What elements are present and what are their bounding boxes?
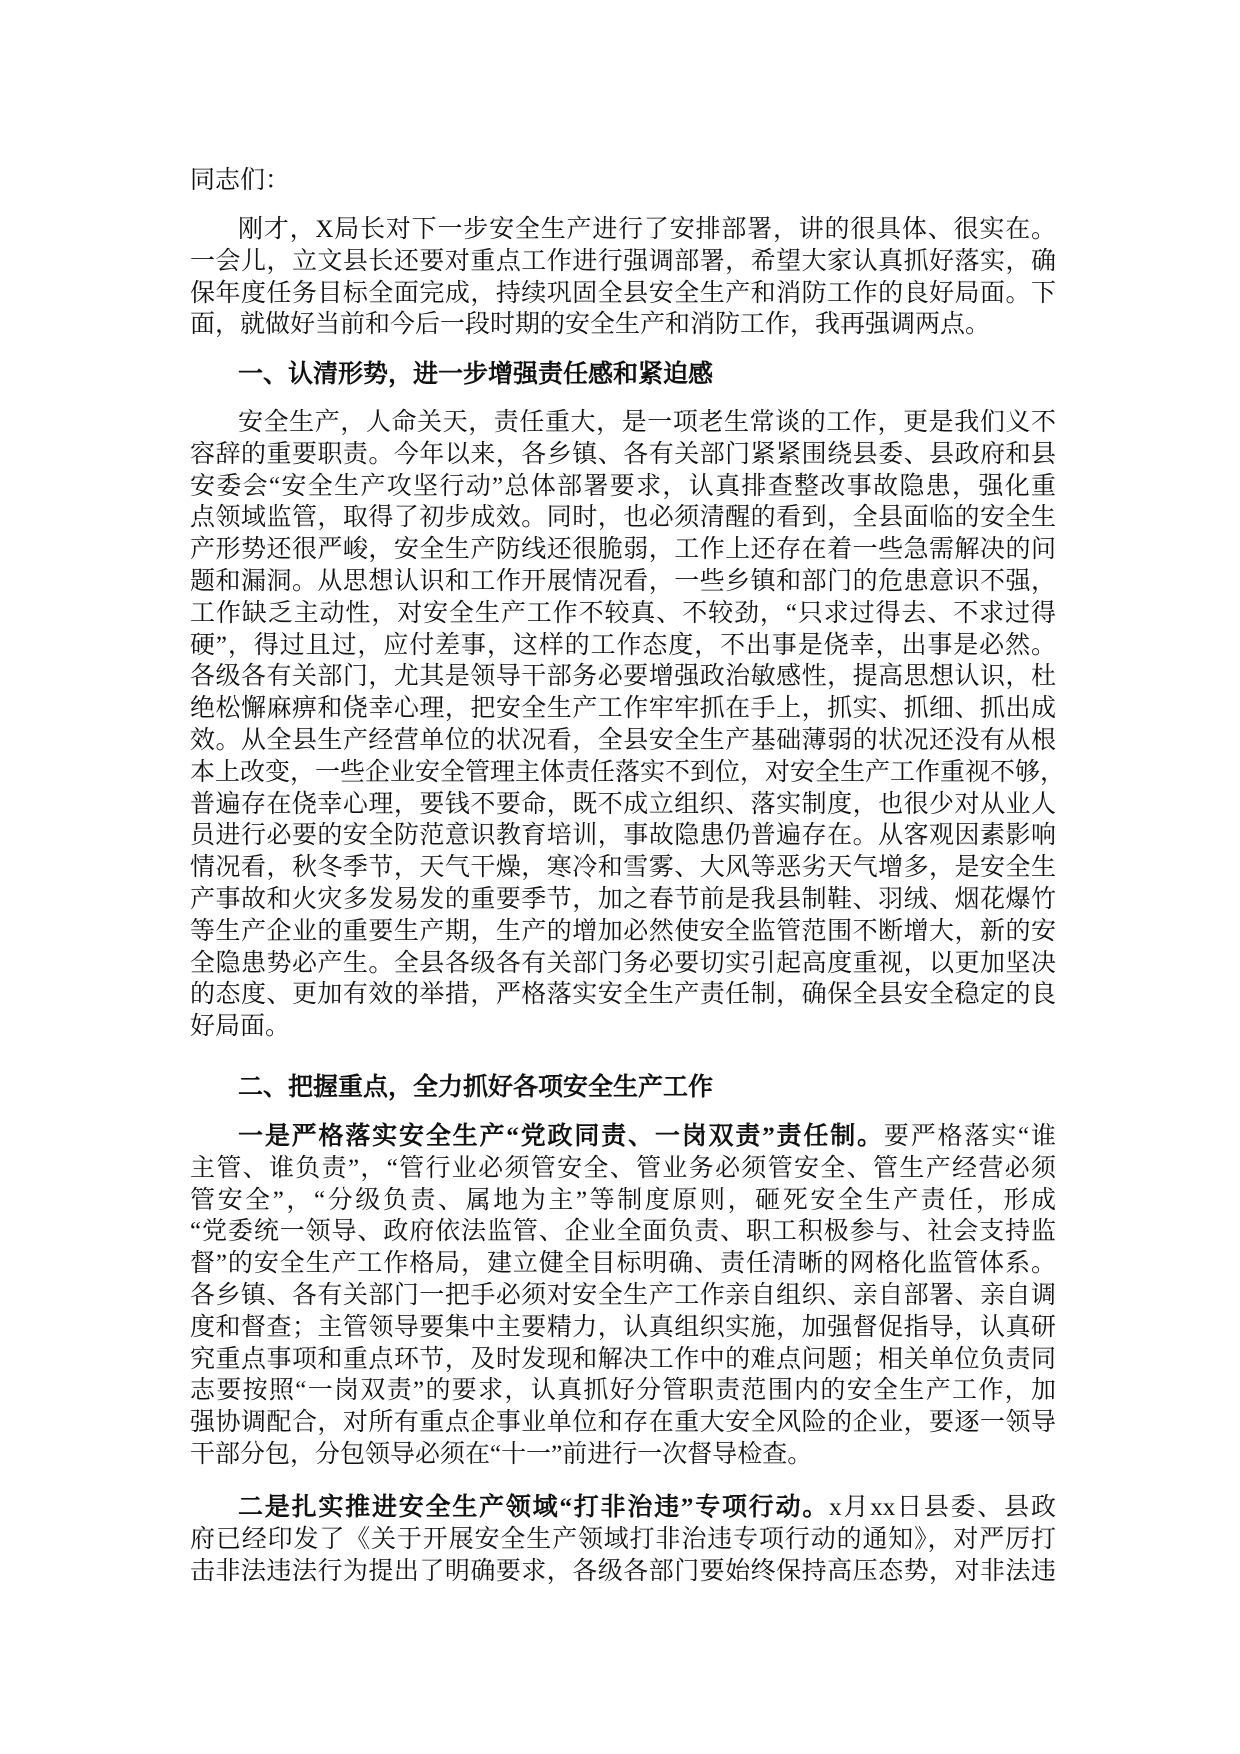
- paragraph-line: 督”的安全生产工作格局，建立健全目标明确、责任清晰的网格化监管体系。: [190, 1250, 1056, 1278]
- paragraph-line: 情况看，秋冬季节，天气干燥，寒冷和雪雾、大风等恶劣天气增多，是安全生: [190, 854, 1056, 882]
- salutation-text: 同志们：: [190, 167, 291, 194]
- paragraph: [190, 407, 1066, 1043]
- paragraph-line: 府已经印发了《关于开展安全生产领域打非治违专项行动的通知》，对严厉打: [190, 1525, 1056, 1553]
- paragraph-line: 干部分包，分包领导必须在“十一”前进行一次督导检查。: [190, 1440, 813, 1468]
- paragraph-line: 保年度任务目标全面完成，持续巩固全县安全生产和消防工作的良好局面。下: [190, 279, 1056, 307]
- paragraph-line: 好局面。: [190, 1013, 291, 1041]
- paragraph: [190, 1492, 1056, 1587]
- line-text: x月xx日县委、县政: [829, 1494, 1056, 1521]
- paragraph-line: 强协调配合，对所有重点企事业单位和存在重大安全风险的企业，要逐一领导: [190, 1409, 1056, 1437]
- paragraph-line: 全隐患势必产生。全县各级各有关部门务必要切实引起高度重视，以更加坚决: [190, 949, 1056, 977]
- paragraph-line: “党委统一领导、政府依法监管、企业全面负责、职工积极参与、社会支持监: [190, 1218, 1056, 1246]
- paragraph-line: 绝松懈麻痹和侥幸心理，把安全生产工作牢牢抓在手上，抓实、抓细、抓出成: [190, 695, 1056, 723]
- paragraph-line: 点领域监管，取得了初步成效。同时，也必须清醒的看到，全县面临的安全生: [190, 504, 1056, 532]
- paragraph-line: 产形势还很严峻，安全生产防线还很脆弱，工作上还存在着一些急需解决的问: [190, 536, 1056, 564]
- paragraph-line: 等生产企业的重要生产期，生产的增加必然使安全监管范围不断增大，新的安: [190, 917, 1056, 945]
- paragraph-line: 工作缺乏主动性，对安全生产工作不较真、不较劲，“只求过得去、不求过得: [190, 599, 1056, 627]
- paragraph-line: 击非法违法行为提出了明确要求，各级各部门要始终保持高压态势，对非法违: [190, 1557, 1056, 1585]
- paragraph-line: 度和督查；主管领导要集中主要精力，认真组织实施，加强督促指导，认真研: [190, 1313, 1056, 1341]
- paragraph: [190, 214, 1056, 341]
- paragraph-line: 各乡镇、各有关部门一把手必须对安全生产工作亲自组织、亲自部署、亲自调: [190, 1281, 1056, 1309]
- paragraph-line: 安全生产，人命关天，责任重大，是一项老生常谈的工作，更是我们义不: [238, 409, 1056, 436]
- paragraph-line: 效。从全县生产经营单位的状况看，全县安全生产基础薄弱的状况还没有从根: [190, 726, 1056, 754]
- bold-lead-in: 一是严格落实安全生产“党政同责、一岗双责”责任制。: [238, 1123, 884, 1150]
- paragraph-line: 题和漏洞。从思想认识和工作开展情况看，一些乡镇和部门的危患意识不强，: [190, 567, 1056, 595]
- paragraph-line: 本上改变，一些企业安全管理主体责任落实不到位，对安全生产工作重视不够，: [190, 758, 1066, 786]
- paragraph-line: 各级各有关部门，尤其是领导干部务必要增强政治敏感性，提高思想认识，杜: [190, 663, 1056, 691]
- paragraph-line: [190, 1121, 1056, 1153]
- section-heading: [190, 1072, 1056, 1104]
- line-text: 要严格落实“谁: [883, 1123, 1056, 1150]
- paragraph-line: 容辞的重要职责。今年以来，各乡镇、各有关部门紧紧围绕县委、县政府和县: [190, 440, 1056, 468]
- paragraph-line: 主管、谁负责”，“管行业必须管安全、管业务必须管安全、管生产经营必须: [190, 1154, 1056, 1182]
- paragraph-line: 产事故和火灾多发易发的重要季节，加之春节前是我县制鞋、羽绒、烟花爆竹: [190, 885, 1056, 913]
- paragraph-line: 管安全”，“分级负责、属地为主”等制度原则，砸死安全生产责任，形成: [190, 1186, 1056, 1214]
- bold-lead-in: 二是扎实推进安全生产领域“打非治违”专项行动。: [238, 1494, 830, 1521]
- salutation: [190, 165, 1056, 197]
- paragraph-line: 刚才，X局长对下一步安全生产进行了安排部署，讲的很具体、很实在。: [238, 216, 1056, 243]
- paragraph-line: [190, 1492, 1056, 1524]
- heading-text: 一、认清形势，进一步增强责任感和紧迫感: [238, 361, 714, 388]
- paragraph-line: 硬”，得过且过，应付差事，这样的工作态度，不出事是侥幸，出事是必然。: [190, 631, 1056, 659]
- paragraph-line: 安委会“安全生产攻坚行动”总体部署要求，认真排查整改事故隐患，强化重: [190, 472, 1056, 500]
- paragraph-line: 普遍存在侥幸心理，要钱不要命，既不成立组织、落实制度，也很少对从业人: [190, 790, 1056, 818]
- paragraph-line: 一会儿，立文县长还要对重点工作进行强调部署，希望大家认真抓好落实，确: [190, 247, 1056, 275]
- paragraph-line: 志要按照“一岗双责”的要求，认真抓好分管职责范围内的安全生产工作，加: [190, 1377, 1056, 1405]
- heading-text: 二、把握重点，全力抓好各项安全生产工作: [238, 1074, 714, 1101]
- paragraph-line: 的态度、更加有效的举措，严格落实安全生产责任制，确保全县安全稳定的良: [190, 981, 1056, 1009]
- paragraph-line: 员进行必要的安全防范意识教育培训，事故隐患仍普遍存在。从客观因素影响: [190, 822, 1056, 850]
- section-heading: [190, 359, 1056, 391]
- paragraph: [190, 1121, 1056, 1471]
- paragraph-line: 面，就做好当前和今后一段时期的安全生产和消防工作，我再强调两点。: [190, 311, 991, 339]
- paragraph-line: 究重点事项和重点环节，及时发现和解决工作中的难点问题；相关单位负责同: [190, 1345, 1056, 1373]
